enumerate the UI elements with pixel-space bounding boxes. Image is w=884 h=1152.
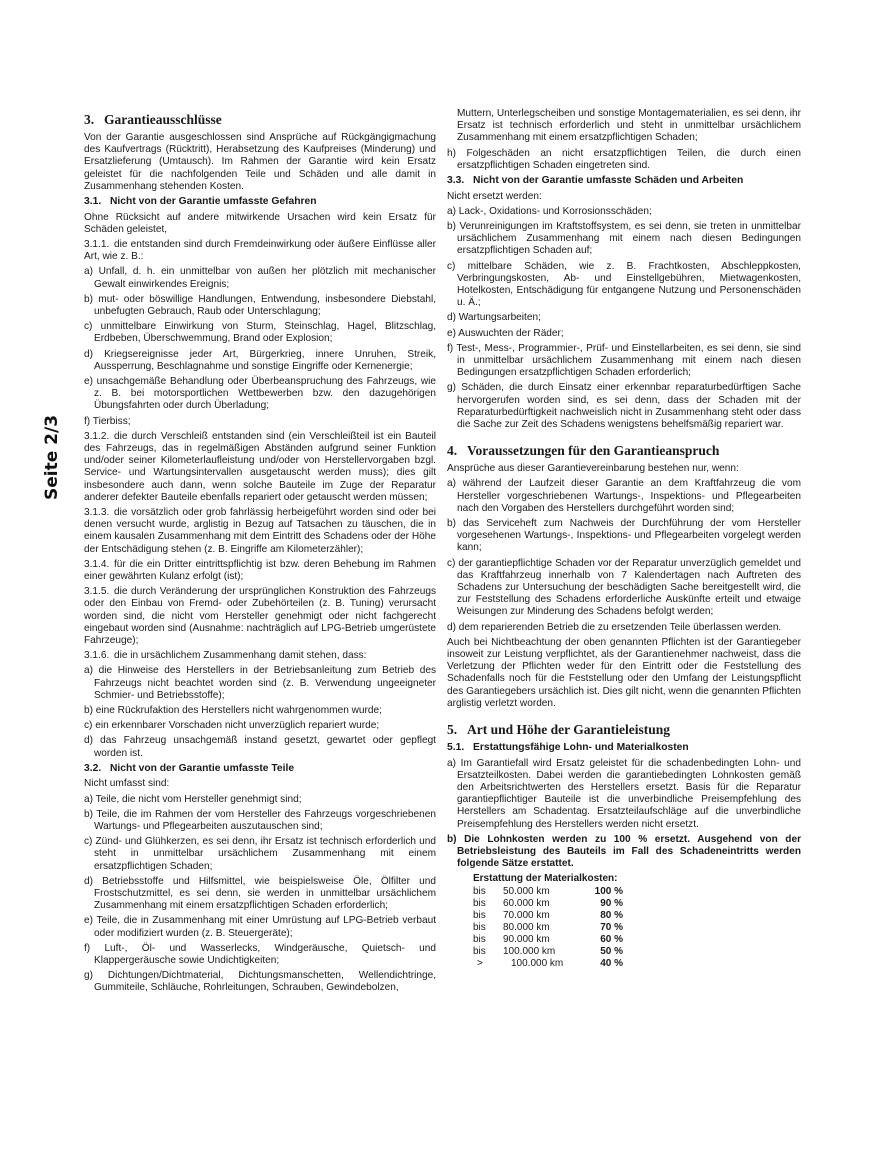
section-5-1-heading: 5.1. Erstattungsfähige Lohn- und Materialkosten (447, 742, 689, 754)
clause-3-1-6: 3.1.6. die in ursächlichem Zusammenhang damit stehen, dass: (84, 650, 367, 662)
list-item: e) Teile, die in Zusammenhang mit einer Umrüstung auf LPG-Betrieb verbaut oder modifiziert wurden (z. B. Steuergeräte); (84, 915, 436, 939)
list-item: a) die Hinweise des Herstellers in der Betriebsanleitung zum Betrieb des Fahrzeugs nicht beachtet worden sind (z. B. Verwendung ungeeigneter Schmier- und Betriebsstoffe); (84, 665, 436, 701)
list-item: e) unsachgemäße Behandlung oder Überbeanspruchung des Fahrzeugs, wie z. B. bei motorsportlichen Wettbewerben bzw. den dazugehörigen Übungsfahrten oder durch Überladung; (84, 375, 436, 412)
material-cost-table (473, 873, 623, 970)
section-3-3-intro: Nicht ersetzt werden: (447, 190, 542, 202)
section-3-2-intro: Nicht umfasst sind: (84, 778, 170, 790)
page-side-label: Seite 2/3 (42, 414, 62, 500)
table-row: bis 60.000 km 90 % (473, 898, 623, 910)
list-item: d) Kriegsereignisse jeder Art, Bürgerkrieg, innere Unruhen, Streik, Aussperrung, Beschlagnahme und sonstige Eingriffe oder Kernenergie; (84, 348, 436, 372)
list-item: d) Betriebsstoffe und Hilfsmittel, wie beispielsweise Öle, Ölfilter und Frostschutzmittel, es sei denn, sie werden in unmittelbar ursächlichem Zusammenhang mit einem ersatzpflichtigen Schaden erforderlich; (84, 875, 436, 912)
clause-3-1-2: 3.1.2. die durch Verschleiß entstanden sind (ein Verschleißteil ist ein Bauteil des Fahrzeugs, das in regelmäßigen Abständen aufgrund seiner Funktion und/oder seiner Kilometerlaufleistung und/oder von Herstellervorgaben bzgl. Service- und Wartungsintervallen ausgetauscht werden muss); dies gilt insbesondere auch dann, wenn solche Bauteile im Zuge der Reparatur anderer defekter Bauteile ebenfalls repariert oder getauscht werden müssen; (84, 430, 436, 503)
section-5-1-list (447, 758, 801, 871)
list-item: c) Zünd- und Glühkerzen, es sei denn, ihr Ersatz ist technisch erforderlich und steht in unmittelbar ursächlichem Zusammenhang mit einem ersatzpflichtigen Schaden; (84, 836, 436, 872)
table-row: > 100.000 km 40 % (477, 958, 623, 970)
list-item: d) dem reparierenden Betrieb die zu ersetzenden Teile überlassen werden. (447, 621, 782, 633)
clause-3-1-4: 3.1.4. für die ein Dritter eintrittspflichtig ist bzw. deren Behebung im Rahmen einer gewährten Kulanz erfolgt (ist); (84, 558, 436, 582)
clause-3-1-6-list (84, 665, 436, 759)
section-3-heading: 3. Garantieausschlüsse (84, 112, 222, 127)
list-item: g) Schäden, die durch Einsatz einer erkennbar reparaturbedürftigen Sache hervorgerufen worden sind, es sei denn, dass der Schaden mit der Reparaturbedürftigkeit nachweislich nicht in Zusammenhang steht oder dass die Sache zur Zeit des Schadens wenigstens behelfsmäßig repariert war. (447, 382, 801, 430)
section-3-2-list-cont (447, 148, 801, 172)
clause-3-1-3: 3.1.3. die vorsätzlich oder grob fahrlässig herbeigeführt worden sind oder bei denen versucht wurde, arglistig in Bezug auf Tatsachen zu täuschen, die in einem kausalen Zusammenhang mit dem Eintritt des Schadens oder der Höhe der Entschädigung stehen (z. B. Eingriffe am Kilometerzähler); (84, 506, 436, 555)
section-3-3-heading: 3.3. Nicht von der Garantie umfasste Schäden und Arbeiten (447, 175, 744, 187)
clause-3-1-5: 3.1.5. die durch Veränderung der ursprünglichen Konstruktion des Fahrzeugs oder den Einbau von Fremd- oder Zubehörteilen (z. B. Tuning) verursacht worden sind, die nicht vom Hersteller genehmigt oder nicht fachgerecht eingebaut worden sind (Ausnahme: nachträglich auf LPG-Betrieb umgerüstete Fahrzeuge); (84, 586, 436, 647)
table-row: bis 70.000 km 80 % (473, 910, 623, 922)
section-3-2-continuation: Muttern, Unterlegscheiben und sonstige Montagematerialien, es sei denn, ihr Ersatz ist technisch erforderlich und steht in unmittelbar ursächlichem Zusammenhang mit einem ersatzpflichtigen Schaden; (457, 108, 801, 144)
clause-3-1-1-list (84, 266, 436, 427)
list-item: c) mittelbare Schäden, wie z. B. Frachtkosten, Abschleppkosten, Verbringungskosten, Ab- und Einstellgebühren, Mietwagenkosten, Hotelkosten, Entschädigung für entgangene Nutzung und Personenschäden u. Ä.; (447, 260, 801, 309)
table-row: bis 90.000 km 60 % (473, 934, 623, 946)
list-item: b) das Serviceheft zum Nachweis der Durchführung der vom Hersteller vorgesehenen Wartungs-, Inspektions- und Pflegearbeiten vorgelegt werden kann; (447, 517, 801, 554)
material-cost-caption: Erstattung der Materialkosten: (473, 873, 618, 885)
section-3-intro: Von der Garantie ausgeschlossen sind Ansprüche auf Rückgängigmachung des Kaufvertrags (Rücktritt), Herabsetzung des Kaufpreises (Minderung) und Ersatzlieferung (Umtausch). Im Rahmen der Garantie wird kein Ersatz geleistet für die nachfolgenden Teile und Schäden und alle damit in Zusammenhang stehenden Kosten. (84, 132, 436, 192)
list-item: f) Luft-, Öl- und Wasserlecks, Windgeräusche, Quietsch- und Klappergeräusche sowie Undichtigkeiten; (84, 942, 436, 966)
list-item: h) Folgeschäden an nicht ersatzpflichtigen Teilen, die durch einen ersatzpflichtigen Schaden eingetreten sind. (447, 147, 801, 171)
clause-3-1-1: 3.1.1. die entstanden sind durch Fremdeinwirkung oder äußere Einflüsse aller Art, wie z. B.: (84, 238, 436, 263)
table-row: bis 50.000 km 100 % (473, 886, 623, 898)
section-3-1-intro: Ohne Rücksicht auf andere mitwirkende Ursachen wird kein Ersatz für Schäden geleistet, (84, 211, 436, 235)
list-item: f) Tierbiss; (84, 415, 131, 427)
section-3-3-list (447, 206, 801, 431)
list-item: g) Dichtungen/Dichtmaterial, Dichtungsmanschetten, Wellendichtringe, Gummiteile, Schläuche, Rohrleitungen, Schrauben, Gewindebolzen, (84, 970, 436, 994)
list-item: b) mut- oder böswillige Handlungen, Entwendung, insbesondere Diebstahl, unbefugten Gebrauch, Raub oder Unterschlagung; (84, 293, 436, 317)
list-item: e) Auswuchten der Räder; (447, 327, 564, 339)
section-3-1-heading: 3.1. Nicht von der Garantie umfasste Gefahren (84, 196, 317, 208)
list-item: b) Verunreinigungen im Kraftstoffsystem, es sei denn, sie treten in unmittelbar ursächlichem Zusammenhang mit einem nach diesen Bedingungen ersatzpflichtigen Schaden auf; (447, 220, 801, 257)
list-item: c) unmittelbare Einwirkung von Sturm, Steinschlag, Hagel, Blitzschlag, Erdbeben, Überschwemmung, Brand oder Explosion; (84, 321, 436, 345)
list-item: d) Wartungsarbeiten; (447, 312, 541, 324)
section-4-list (447, 478, 801, 633)
table-row: bis 100.000 km 50 % (473, 946, 623, 958)
list-item: a) während der Laufzeit dieser Garantie an dem Kraftfahrzeug die vom Hersteller vorgeschriebenen Wartungs-, Inspektions- und Pflegearbeiten nach den Vorgaben des Herstellers durchgeführt worden sind; (447, 478, 801, 514)
section-4-intro: Ansprüche aus dieser Garantievereinbarung bestehen nur, wenn: (447, 463, 739, 475)
list-item: d) das Fahrzeug unsachgemäß instand gesetzt, gewartet oder gepflegt worden ist. (84, 735, 436, 759)
section-4-heading: 4. Voraussetzungen für den Garantieanspruch (447, 443, 720, 459)
left-column (84, 112, 436, 998)
section-4-closing: Auch bei Nichtbeachtung der oben genannten Pflichten ist der Garantiegeber insoweit zur Leistung verpflichtet, als der Garantienehmer nachweist, dass die Verletzung der Pflichten weder für den Eintritt oder die Feststellung des Schadenfalls noch für die Feststellung oder den Umfang der Leistungspflicht des Garantiegebers ursächlich ist. Dies gilt nicht, wenn die genannten Pflichten arglistig verletzt worden. (447, 636, 801, 709)
list-item: a) Unfall, d. h. ein unmittelbar von außen her plötzlich mit mechanischer Gewalt einwirkendes Ereignis; (84, 266, 436, 290)
list-item: b) Die Lohnkosten werden zu 100 % ersetzt. Ausgehend von der Betriebsleistung des Bauteils im Fall des Schadeneintritts werden folgende Sätze erstattet. (447, 833, 801, 870)
list-item: b) eine Rückrufaktion des Herstellers nicht wahrgenommen wurde; (84, 705, 382, 717)
list-item: f) Test-, Mess-, Programmier-, Prüf- und Einstellarbeiten, es sei denn, sie sind in unmittelbar ursächlichem Zusammenhang mit einem nach diesen Bedingungen ersatzpflichtigen Schaden erforderlich; (447, 342, 801, 379)
section-5-heading: 5. Art und Höhe der Garantieleistung (447, 722, 671, 738)
list-item: a) Teile, die nicht vom Hersteller genehmigt sind; (84, 793, 302, 805)
right-column (447, 108, 801, 970)
list-item: a) Lack-, Oxidations- und Korrosionsschäden; (447, 205, 652, 217)
list-item: b) Teile, die im Rahmen der vom Hersteller des Fahrzeugs vorgeschriebenen Wartungs- und Pflegearbeiten auszutauschen sind; (84, 808, 436, 832)
section-3-2-list (84, 794, 436, 995)
table-row: bis 80.000 km 70 % (473, 922, 623, 934)
list-item: c) der garantiepflichtige Schaden vor der Reparatur unverzüglich gemeldet und das Kraftfahrzeug innerhalb von 7 Kalendertagen nach Auftreten des Schadens zur Untersuchung der beschädigten Sache bereitgestellt wird, die zur Feststellung des Schadens erforderliche Auskünfte erteilt und etwaige Weisungen zur Minderung des Schadens befolgt werden; (447, 557, 801, 618)
section-3-2-heading: 3.2. Nicht von der Garantie umfasste Teile (84, 762, 295, 774)
list-item: c) ein erkennbarer Vorschaden nicht unverzüglich repariert wurde; (84, 720, 380, 732)
list-item: a) Im Garantiefall wird Ersatz geleistet für die schadenbedingten Lohn- und Ersatzteilkosten. Dabei werden die garantiebedingten Lohnkosten gemäß den Arbeitsrichtwerten des Herstellers ersetzt. Basis für die Reparatur garantiepflichtiger Bauteile ist die unverbindliche Preisempfehlung des Herstellers am Schadentag. Ersatzteilaufschläge auf die unverbindliche Preisempfehlung des Herstellers werden nicht ersetzt. (447, 757, 801, 830)
